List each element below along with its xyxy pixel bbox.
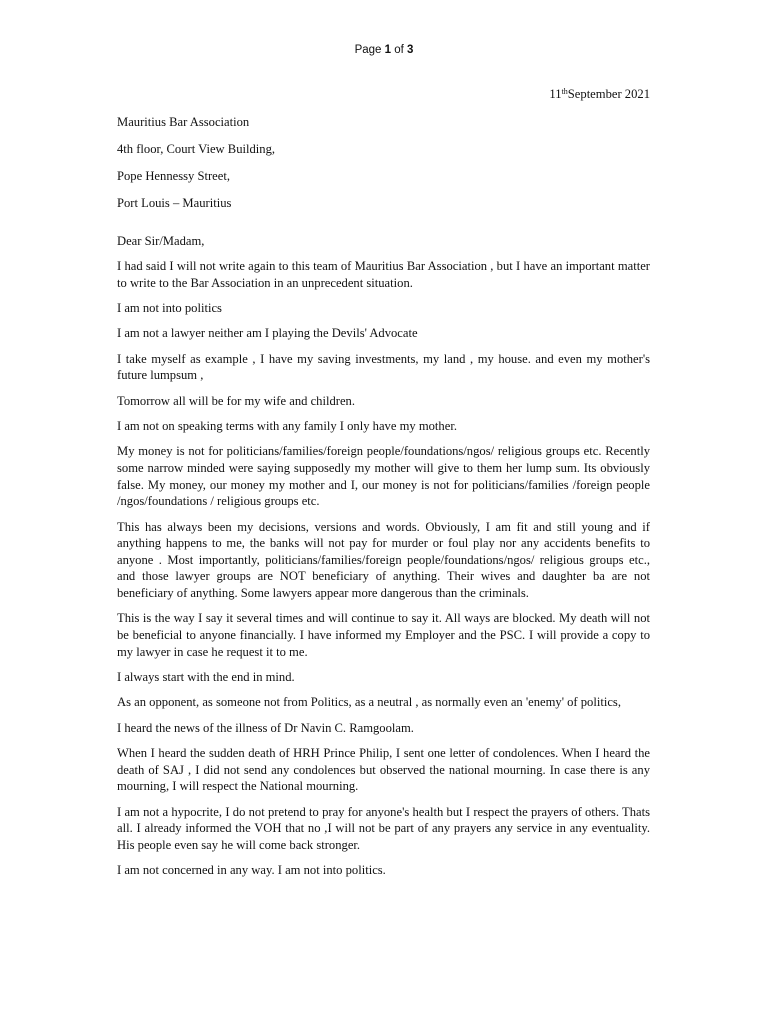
date-day: 11 [549,87,562,101]
page-word: Page [354,44,382,56]
salutation: Dear Sir/Madam, [117,233,205,248]
paragraph: This has always been my decisions, versions and words. Obviously, I am fit and still young and if anything happens to me, the banks will not pay for murder or foul play nor any accidents benefits to anyone . Most importantly, politicians/families/foreign people/foundations/ngos/ religious groups etc., and those lawyer groups are NOT beneficiary of anything. Their wives and daughter ba are not beneficiary of anything. Some lawyers appear more dangerous than the criminals. [117,519,650,601]
letter-body [117,114,650,888]
of-word: of [394,44,404,56]
paragraph: I take myself as example , I have my saving investments, my land , my house. and even my mother's future lumpsum , [117,351,650,383]
paragraph: My money is not for politicians/families/foreign people/foundations/ngos/ religious groups etc. Recently some narrow minded were saying supposedly my mother will give to them her lump sum. Its obviously false. My money, our money my mother and I, our money is not for politicians/families /foreign people /ngos/foundations / religious groups etc. [117,444,650,509]
date-suffix: th [561,87,568,96]
recipient-address [117,114,650,212]
paragraph: I am not into politics [117,300,222,315]
paragraph: I had said I will not write again to this team of Mauritius Bar Association , but I have an important matter to write to the Bar Association in an unprecedent situation. [117,258,650,290]
paragraph: I am not on speaking terms with any family I only have my mother. [117,419,457,434]
address-line: Mauritius Bar Association [117,115,250,129]
paragraph: I am not concerned in any way. I am not into politics. [117,863,386,878]
paragraph: I heard the news of the illness of Dr Navin C. Ramgoolam. [117,720,414,735]
paragraph: I am not a lawyer neither am I playing the Devils' Advocate [117,326,418,341]
paragraph: I am not a hypocrite, I do not pretend to pray for anyone's health but I respect the prayers of others. Thats all. I already informed the VOH that no ,I will not be part of any prayers any service in any eventuality. His people even say he will come back stronger. [117,804,650,852]
page-number: 1 [384,44,392,56]
date-rest: September 2021 [567,87,650,101]
letter-date [549,87,650,102]
paragraph: As an opponent, as someone not from Politics, as a neutral , as normally even an 'enemy' of politics, [117,695,621,710]
paragraph: I always start with the end in mind. [117,669,295,684]
page-total: 3 [407,44,414,56]
address-line: 4th floor, Court View Building, [117,141,276,156]
paragraph: This is the way I say it several times and will continue to say it. All ways are blocked. My death will not be beneficial to anyone financially. I have informed my Employer and the PSC. I will provide a copy to my lawyer in case he request it to me. [117,611,650,659]
paragraph: Tomorrow all will be for my wife and children. [117,393,355,408]
address-line: Port Louis – Mauritius [117,195,232,210]
page-header [0,44,768,56]
address-line: Pope Hennessy Street, [117,168,230,183]
paragraph: When I heard the sudden death of HRH Prince Philip, I sent one letter of condolences. When I heard the death of SAJ , I did not send any condolences but observed the national mourning. In case there is any mourning, I will respect the National mourning. [117,746,650,794]
